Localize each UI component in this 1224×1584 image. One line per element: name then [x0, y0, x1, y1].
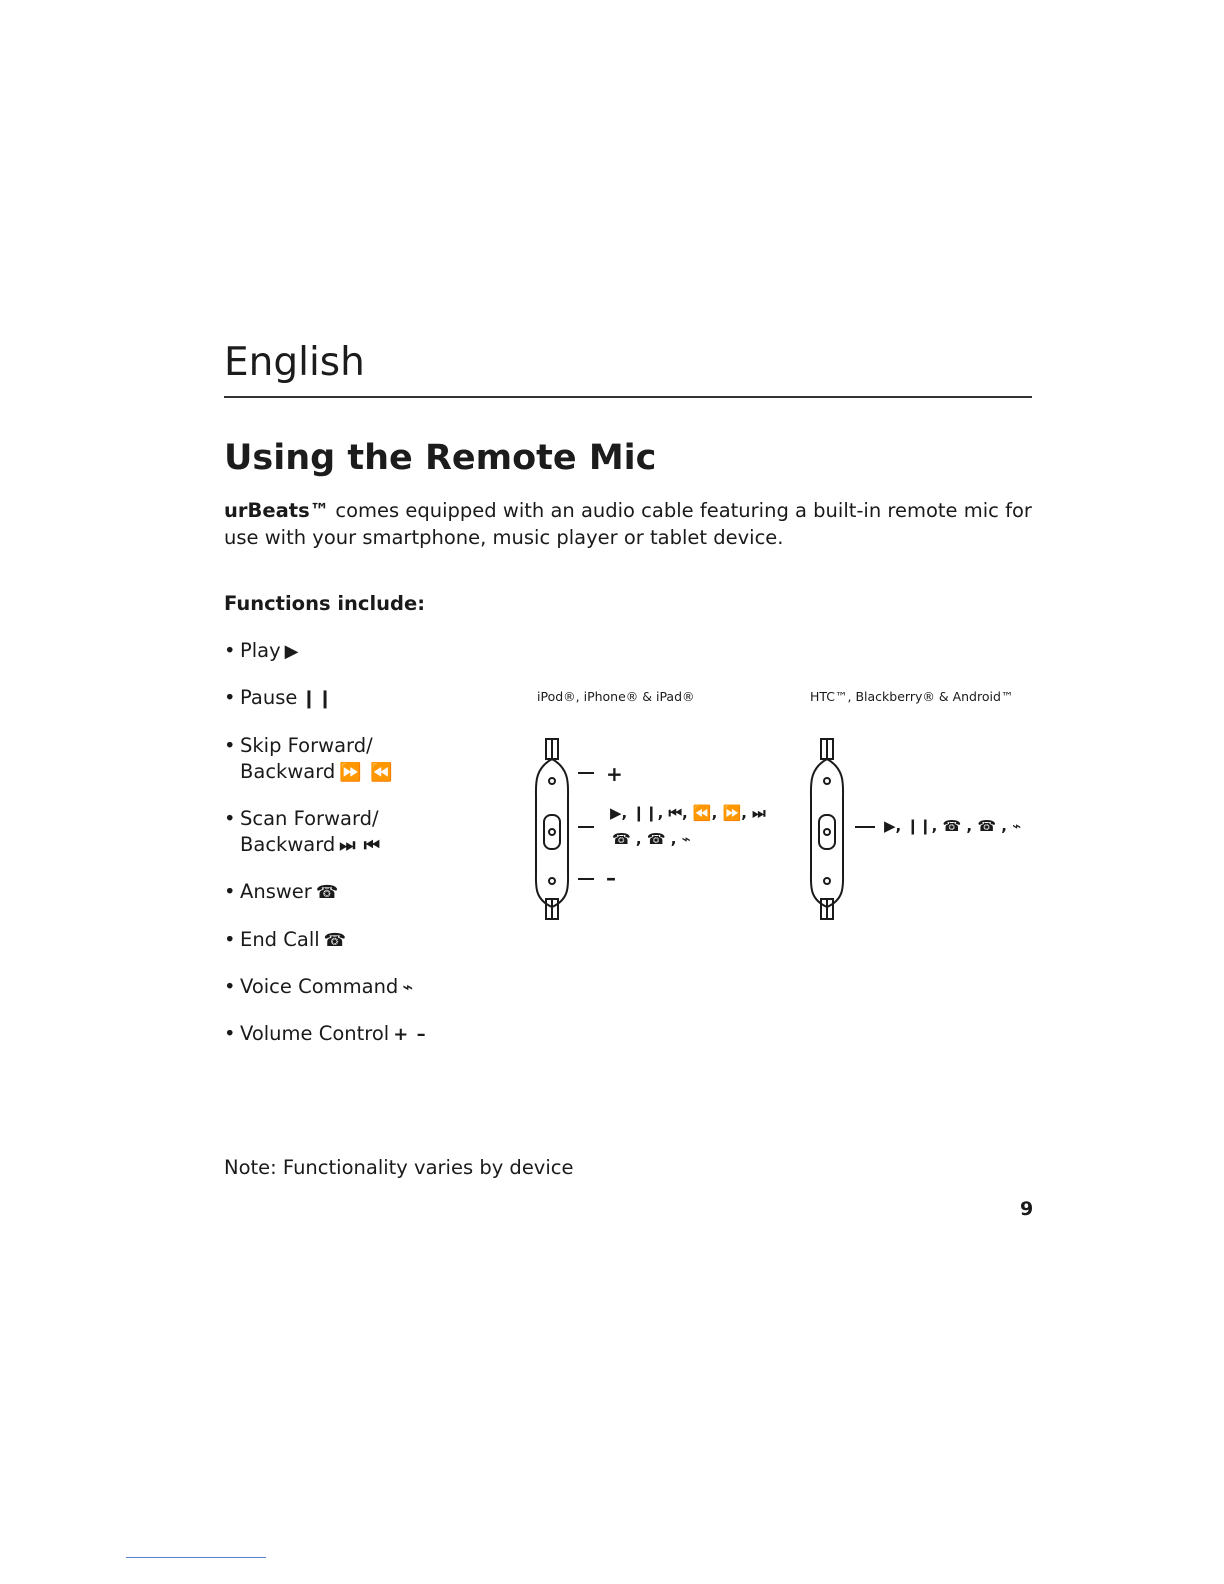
skip-icon: ⏩ ⏪: [339, 762, 394, 783]
intro-text: comes equipped with an audio cable featuring a built-in remote mic for use with your smartphone, music player or tablet device.: [224, 499, 1032, 549]
heading-divider: [224, 396, 1032, 398]
scan-icon: ⏭ ⏮: [339, 835, 381, 856]
center-button: [819, 815, 835, 849]
android-remote-diagram: [805, 735, 885, 920]
functions-heading: Functions include:: [224, 592, 426, 615]
vol-down-button: [549, 878, 555, 884]
function-label: Play: [240, 639, 281, 662]
voice-icon: ⌁: [402, 977, 415, 998]
play-icon: ▶: [284, 641, 300, 662]
vol-up-button: [549, 778, 555, 784]
other-devices-label: HTC™, Blackberry® & Android™: [810, 689, 1014, 704]
function-label: Pause: [240, 686, 298, 709]
language-heading: English: [224, 340, 365, 385]
function-label: Volume Control: [240, 1022, 390, 1045]
center-button: [544, 815, 560, 849]
list-item: • Skip Forward/ Backward ⏩ ⏪: [224, 734, 394, 783]
list-item: • Volume Control + –: [224, 1022, 427, 1045]
function-label: Skip Forward/: [240, 734, 373, 757]
brand-name: urBeats™: [224, 499, 330, 522]
pause-icon: ❙❙: [301, 688, 334, 709]
list-item: • Pause ❙❙: [224, 686, 334, 709]
list-item: • End Call ☎: [224, 928, 348, 951]
page-number: 9: [1020, 1198, 1034, 1220]
other-center-functions: ▶, ❙❙, ☎ , ☎ , ⌁: [884, 817, 1022, 835]
function-label: Answer: [240, 880, 312, 903]
function-label-cont: Backward: [240, 760, 336, 783]
section-title: Using the Remote Mic: [224, 438, 657, 478]
function-label: End Call: [240, 928, 320, 951]
function-label: Scan Forward/: [240, 807, 379, 830]
apple-center-functions-2: ☎ , ☎ , ⌁: [612, 830, 691, 848]
bottom-link-line: [126, 1557, 266, 1558]
footnote: Note: Functionality varies by device: [224, 1156, 574, 1179]
list-item: • Play ▶: [224, 639, 300, 662]
function-label: Voice Command: [240, 975, 399, 998]
end-call-icon: ☎: [323, 930, 348, 951]
intro-paragraph: [224, 497, 1044, 551]
vol-down-label: –: [606, 866, 616, 890]
phone-icon: ☎: [315, 882, 340, 903]
list-item: • Voice Command ⌁: [224, 975, 415, 998]
volume-icon: + –: [393, 1024, 427, 1045]
apple-devices-label: iPod®, iPhone® & iPad®: [537, 689, 695, 704]
apple-center-functions: ▶, ❙❙, ⏮, ⏪, ⏩, ⏭: [610, 804, 766, 822]
list-item: • Answer ☎: [224, 880, 340, 903]
list-item: • Scan Forward/ Backward ⏭ ⏮: [224, 807, 381, 856]
vol-up-label: +: [606, 762, 623, 786]
function-label-cont: Backward: [240, 833, 336, 856]
